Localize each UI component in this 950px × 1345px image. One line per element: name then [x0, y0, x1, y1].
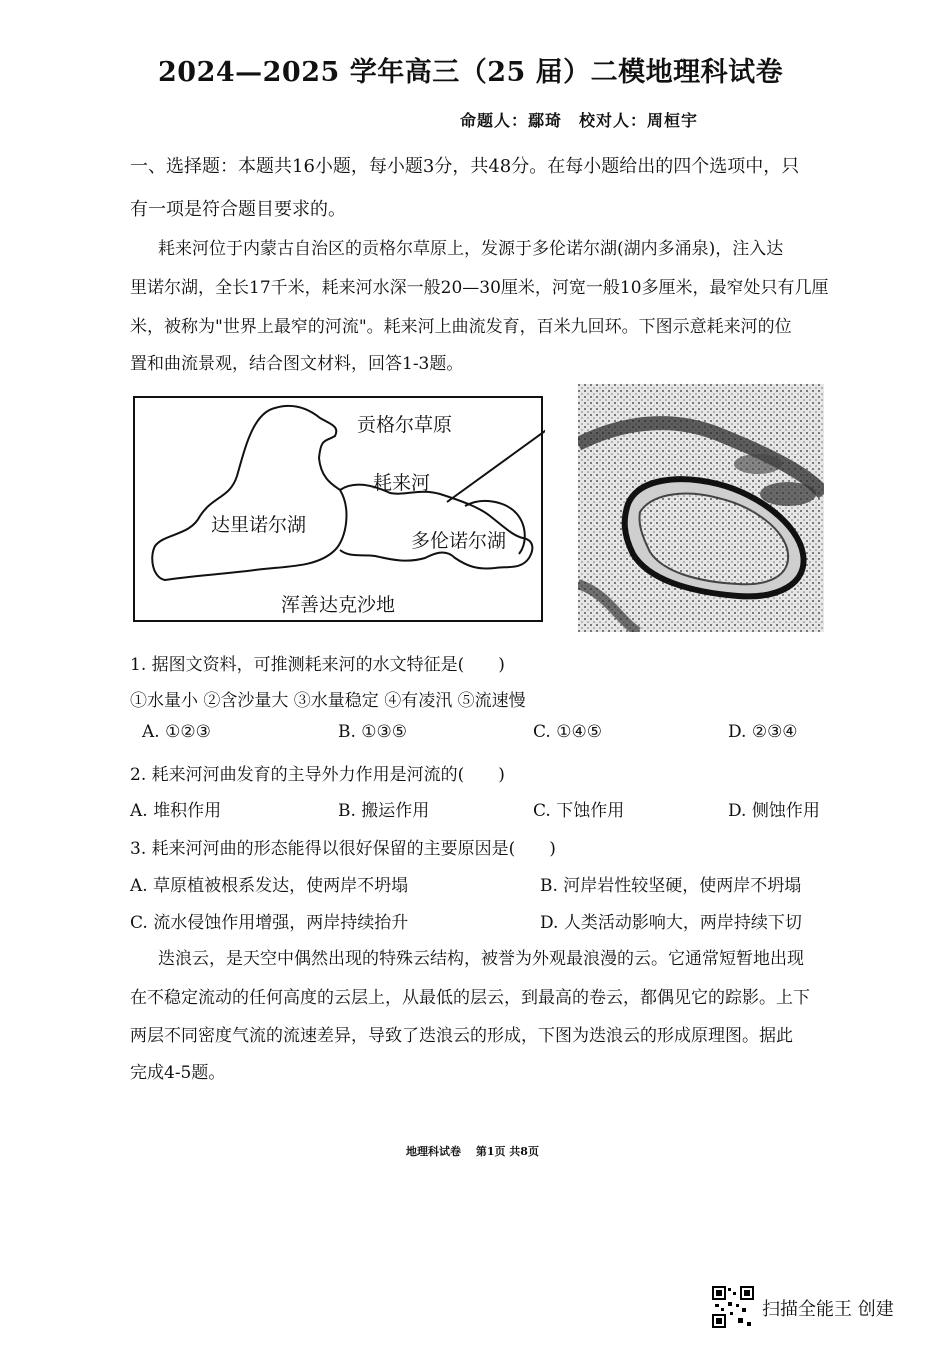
q2-option-d[interactable]: D. 侧蚀作用 — [728, 801, 820, 821]
page-footer: 地理科试卷 第1页 共8页 — [406, 1145, 539, 1158]
q2-option-b[interactable]: B. 搬运作用 — [338, 801, 430, 821]
passage2-line1: 迭浪云，是天空中偶然出现的特殊云结构，被誉为外观最浪漫的云。它通常短暂地出现 — [158, 949, 804, 969]
passage2-line3: 两层不同密度气流的流速差异，导致了迭浪云的形成，下图为迭浪云的形成原理图。据此 — [130, 1026, 793, 1046]
qr-code-drawing — [712, 1286, 754, 1328]
map-label-sandland: 浑善达克沙地 — [281, 594, 396, 616]
question-1-stem: 1. 据图文资料，可推测耗来河的水文特征是( ) — [130, 655, 505, 675]
authors-line: 命题人：鄢琦 校对人：周桓宇 — [460, 111, 699, 130]
passage2-line4: 完成4-5题。 — [130, 1063, 226, 1083]
q3-option-b[interactable]: B. 河岸岩性较坚硬，使两岸不坍塌 — [540, 876, 802, 896]
dali-lake-outline — [152, 406, 346, 580]
passage1-line1: 耗来河位于内蒙古自治区的贡格尔草原上，发源于多伦诺尔湖(湖内多涌泉)，注入达 — [158, 239, 784, 259]
q2-option-a[interactable]: A. 堆积作用 — [130, 801, 222, 821]
q3-option-d[interactable]: D. 人类活动影响大，两岸持续下切 — [540, 913, 802, 933]
map-label-dali-lake: 达里诺尔湖 — [211, 514, 307, 536]
page-title: 2024—2025 学年高三（25 届）二模地理科试卷 — [158, 57, 784, 88]
section-heading-line1: 一、选择题：本题共16小题，每小题3分，共48分。在每小题给出的四个选项中，只 — [130, 156, 800, 177]
section-heading-line2: 有一项是符合题目要求的。 — [130, 199, 346, 220]
q1-option-a[interactable]: A. ①②③ — [142, 722, 211, 742]
q3-option-c[interactable]: C. 流水侵蚀作用增强，两岸持续抬升 — [130, 913, 409, 933]
scanner-watermark: 扫描全能王 创建 — [762, 1299, 894, 1320]
meander-photo — [578, 384, 824, 632]
q1-option-d[interactable]: D. ②③④ — [728, 722, 798, 742]
passage1-line4: 置和曲流景观，结合图文材料，回答1-3题。 — [130, 354, 464, 374]
passage2-line2: 在不稳定流动的任何高度的云层上，从最低的层云，到最高的卷云，都偶见它的踪影。上下 — [130, 988, 810, 1008]
map-label-river: 耗来河 — [373, 472, 431, 494]
map-label-grassland: 贡格尔草原 — [357, 414, 453, 436]
passage1-line2: 里诺尔湖，全长17千米，耗来河水深一般20—30厘米，河宽一般10多厘米，最窄处只有几厘 — [130, 278, 829, 298]
q3-option-a[interactable]: A. 草原植被根系发达，使两岸不坍塌 — [130, 876, 409, 896]
map-label-duolun-lake: 多伦诺尔湖 — [411, 530, 507, 552]
map-figure — [133, 396, 543, 622]
arrow-line — [447, 418, 545, 502]
meander-photo-drawing — [578, 384, 824, 632]
question-1-items: ①水量小 ②含沙量大 ③水量稳定 ④有凌汛 ⑤流速慢 — [130, 691, 526, 711]
qr-code-icon — [712, 1286, 754, 1328]
q1-option-c[interactable]: C. ①④⑤ — [533, 722, 602, 742]
question-3-stem: 3. 耗来河河曲的形态能得以很好保留的主要原因是( ) — [130, 839, 556, 859]
q2-option-c[interactable]: C. 下蚀作用 — [533, 801, 625, 821]
q1-option-b[interactable]: B. ①③⑤ — [338, 722, 408, 742]
question-2-stem: 2. 耗来河河曲发育的主导外力作用是河流的( ) — [130, 765, 505, 785]
passage1-line3: 米，被称为"世界上最窄的河流"。耗来河上曲流发育，百米九回环。下图示意耗来河的位 — [130, 317, 792, 337]
